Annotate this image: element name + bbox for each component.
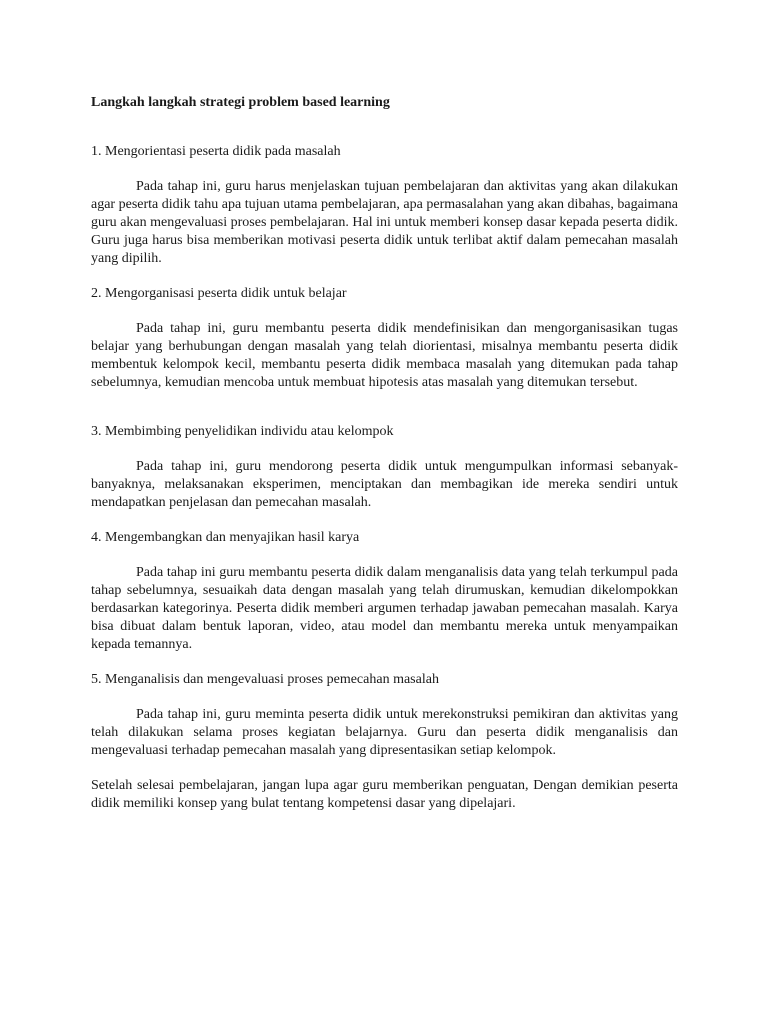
step-heading: 4. Mengembangkan dan menyajikan hasil karya [91,530,360,545]
step-paragraph: Pada tahap ini, guru mendorong peserta didik untuk mengumpulkan informasi sebanyak-banyaknya, melaksanakan eksperimen, menciptakan dan membagikan ide mereka sendiri untuk mendapatkan penjelasan dan pemecahan masalah. [91,459,678,510]
step-section-5 [91,671,678,760]
step-heading: 3. Membimbing penyelidikan individu atau kelompok [91,424,394,439]
step-paragraph: Pada tahap ini, guru membantu peserta didik mendefinisikan dan mengorganisasikan tugas belajar yang berhubungan dengan masalah yang telah diorientasi, misalnya membantu peserta didik membentuk kelompok kecil, membantu peserta didik membaca masalah yang ditemukan pada tahap sebelumnya, kemudian mencoba untuk membuat hipotesis atas masalah yang ditemukan tersebut. [91,321,678,390]
step-section-2 [91,285,678,392]
document-page [91,94,678,813]
step-section-3 [91,423,678,512]
step-paragraph: Pada tahap ini, guru meminta peserta didik untuk merekonstruksi pemikiran dan aktivitas yang telah dilakukan selama proses kegiatan belajarnya. Guru dan peserta didik menganalisis dan mengevaluasi terhadap pemecahan masalah yang dipresentasikan setiap kelompok. [91,707,678,758]
step-paragraph: Pada tahap ini, guru harus menjelaskan tujuan pembelajaran dan aktivitas yang akan dilakukan agar peserta didik tahu apa tujuan utama pembelajaran, apa permasalahan yang akan dibahas, bagaimana guru akan mengevaluasi proses pembelajaran. Hal ini untuk memberi konsep dasar kepada peserta didik. Guru juga harus bisa memberikan motivasi peserta didik untuk terlibat aktif dalam pemecahan masalah yang dipilih. [91,179,678,266]
step-heading: 2. Mengorganisasi peserta didik untuk belajar [91,286,347,301]
closing-paragraph: Setelah selesai pembelajaran, jangan lupa agar guru memberikan penguatan, Dengan demikian peserta didik memiliki konsep yang bulat tentang kompetensi dasar yang dipelajari. [91,778,678,811]
step-heading: 1. Mengorientasi peserta didik pada masalah [91,144,341,159]
step-section-1 [91,143,678,268]
step-section-4 [91,529,678,654]
step-heading: 5. Menganalisis dan mengevaluasi proses pemecahan masalah [91,672,439,687]
step-paragraph: Pada tahap ini guru membantu peserta didik dalam menganalisis data yang telah terkumpul pada tahap sebelumnya, sesuaikah data dengan masalah yang telah dirumuskan, kemudian dikelompokkan berdasarkan kategorinya. Peserta didik memberi argumen terhadap jawaban pemecahan masalah. Karya bisa dibuat dalam bentuk laporan, video, atau model dan membantu mereka untuk menyampaikan kepada temannya. [91,565,678,652]
document-title: Langkah langkah strategi problem based learning [91,95,390,110]
